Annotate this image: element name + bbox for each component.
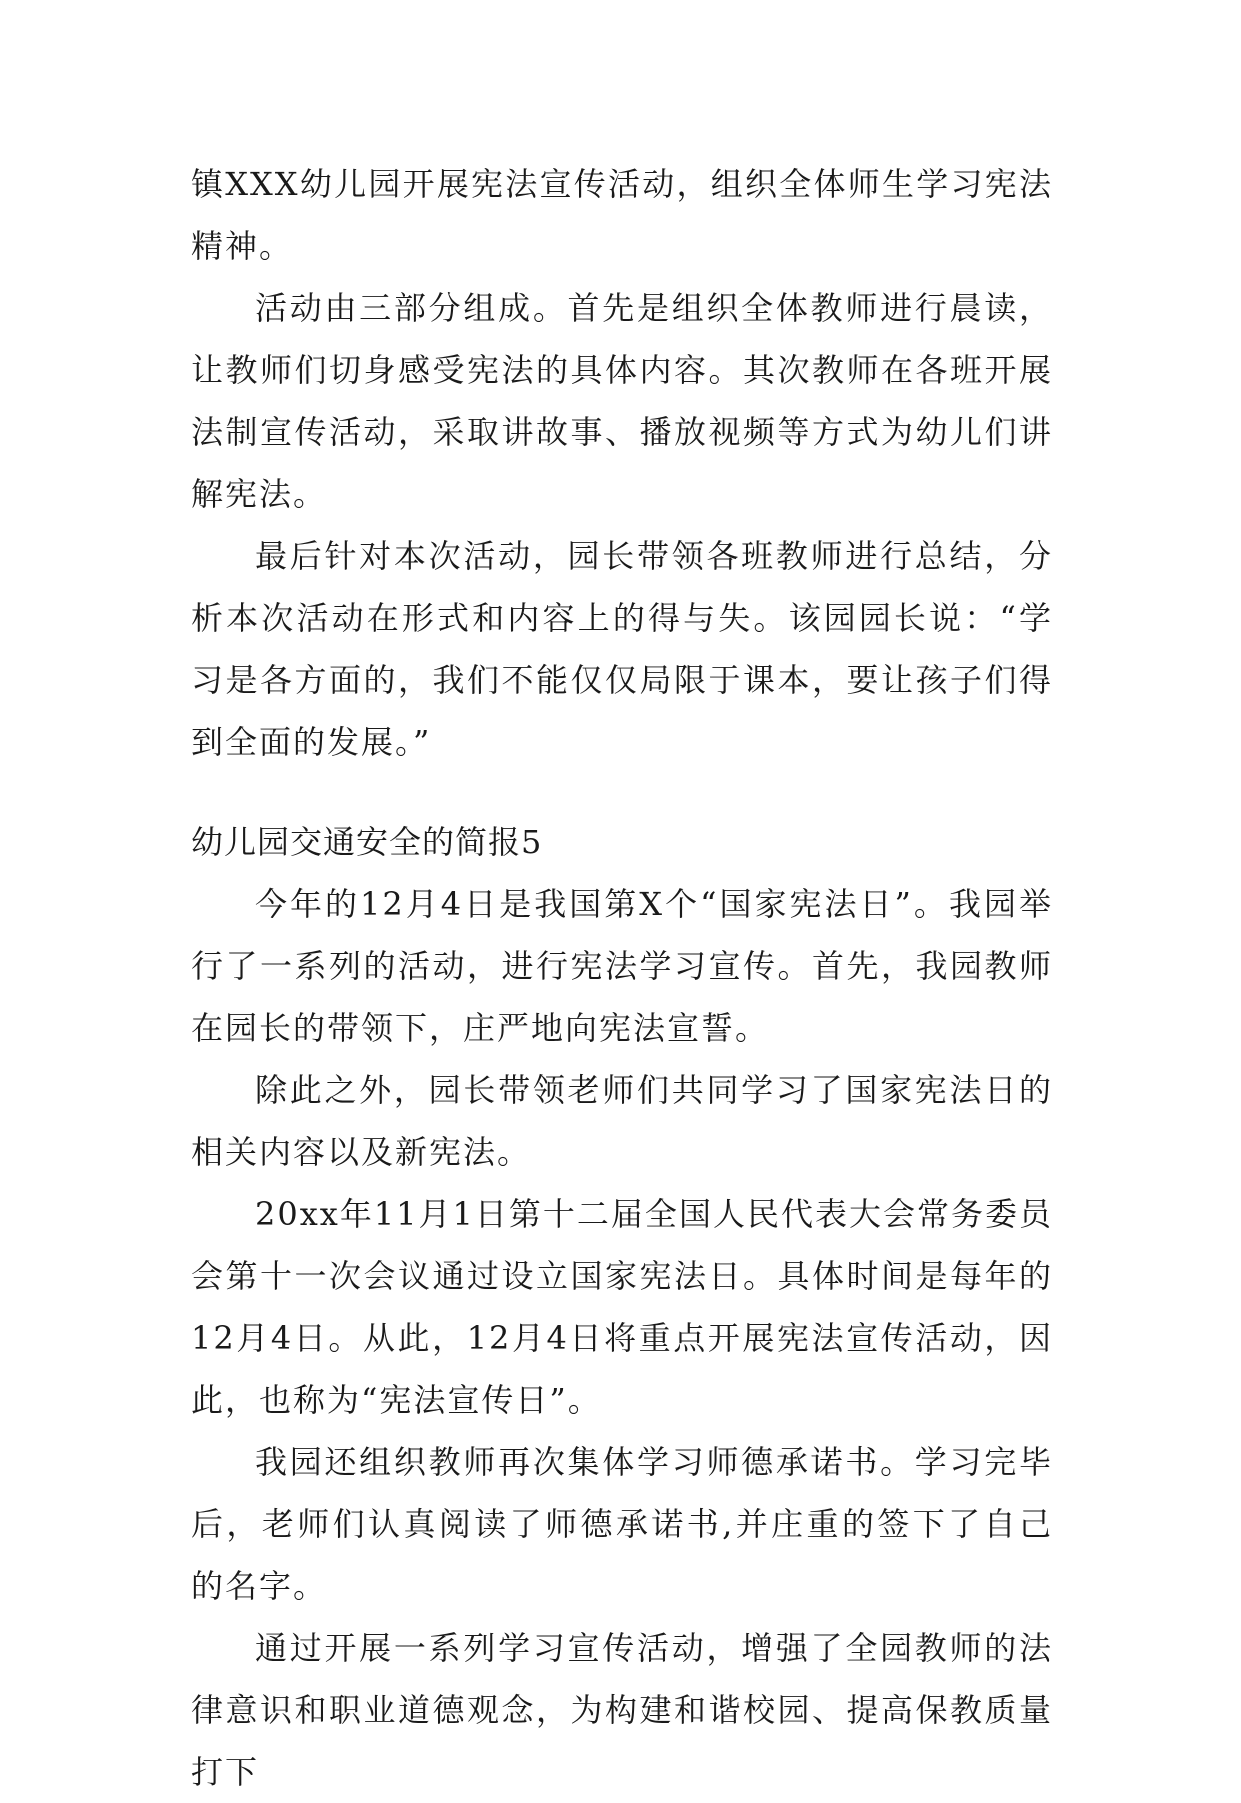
paragraph-constitution-day: 今年的12月4日是我国第X个“国家宪法日”。我园举行了一系列的活动，进行宪法学习宣传。首先，我园教师在园长的带领下，庄严地向宪法宣誓。 xyxy=(191,885,1053,1047)
section-title: 幼儿园交通安全的简报5 xyxy=(191,823,543,861)
paragraph-conclusion: 通过开展一系列学习宣传活动，增强了全园教师的法律意识和职业道德观念，为构建和谐校园、提高保教质量打下 xyxy=(191,1629,1053,1791)
document-body xyxy=(191,153,1053,1803)
paragraph-ethics-pledge: 我园还组织教师再次集体学习师德承诺书。学习完毕后，老师们认真阅读了师德承诺书,并庄重的签下了自己的名字。 xyxy=(191,1443,1053,1605)
paragraph-continuation: 镇XXX幼儿园开展宪法宣传活动，组织全体师生学习宪法精神。 xyxy=(191,165,1053,265)
paragraph-history: 20xx年11月1日第十二届全国人民代表大会常务委员会第十一次会议通过设立国家宪法日。具体时间是每年的12月4日。从此，12月4日将重点开展宪法宣传活动，因此，也称为“宪法宣传日”。 xyxy=(191,1195,1053,1419)
paragraph-summary: 最后针对本次活动，园长带领各班教师进行总结，分析本次活动在形式和内容上的得与失。该园园长说：“学习是各方面的，我们不能仅仅局限于课本，要让孩子们得到全面的发展。” xyxy=(191,537,1053,761)
paragraph-study: 除此之外，园长带领老师们共同学习了国家宪法日的相关内容以及新宪法。 xyxy=(191,1071,1053,1171)
paragraph-activity-parts: 活动由三部分组成。首先是组织全体教师进行晨读，让教师们切身感受宪法的具体内容。其次教师在各班开展法制宣传活动，采取讲故事、播放视频等方式为幼儿们讲解宪法。 xyxy=(191,289,1053,513)
